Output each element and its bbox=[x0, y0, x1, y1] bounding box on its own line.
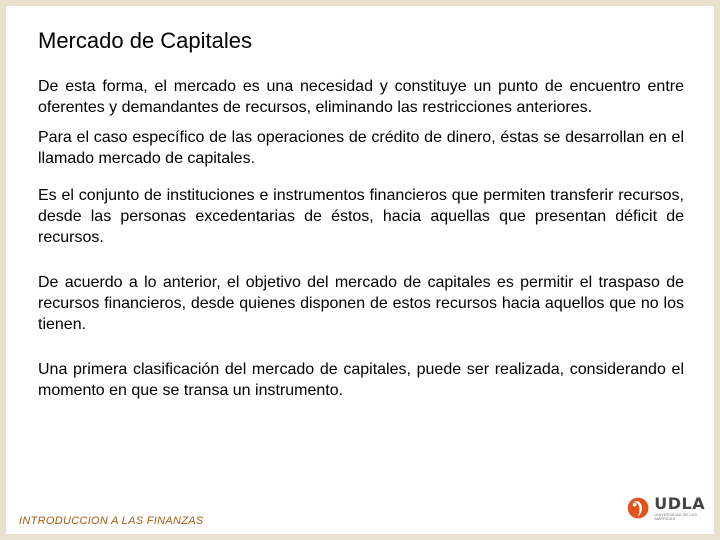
paragraph-4: De acuerdo a lo anterior, el objetivo del mercado de capitales es permitir el traspaso de recursos financieros, desde quienes disponen de estos recursos hacia aquellos que no los tienen. bbox=[38, 274, 684, 333]
slide-title: Mercado de Capitales bbox=[38, 28, 253, 53]
paragraph-5: Una primera clasificación del mercado de capitales, puede ser realizada, considerando el momento en que se transa un instrumento. bbox=[38, 361, 684, 399]
logo-subtitle: UNIVERSIDAD DE LAS AMÉRICAS bbox=[654, 511, 697, 521]
paragraph-3: Es el conjunto de instituciones e instrumentos financieros que permiten transferir recursos, desde las personas excedentarias de éstos, hacia aquellas que presentan déficit de recursos. bbox=[38, 187, 684, 246]
udla-logo-mark-icon bbox=[626, 492, 650, 524]
paragraph-1: De esta forma, el mercado es una necesidad y constituye un punto de encuentro entre oferentes y demandantes de recursos, eliminando las restricciones anteriores. bbox=[38, 78, 684, 116]
footer-course-name: INTRODUCCION A LAS FINANZAS bbox=[19, 515, 204, 527]
paragraph-2: Para el caso específico de las operaciones de crédito de dinero, éstas se desarrollan en el llamado mercado de capitales. bbox=[38, 129, 684, 167]
slide-body bbox=[38, 76, 684, 401]
logo-wordmark: UDLA bbox=[654, 493, 706, 513]
udla-logo bbox=[626, 488, 710, 528]
